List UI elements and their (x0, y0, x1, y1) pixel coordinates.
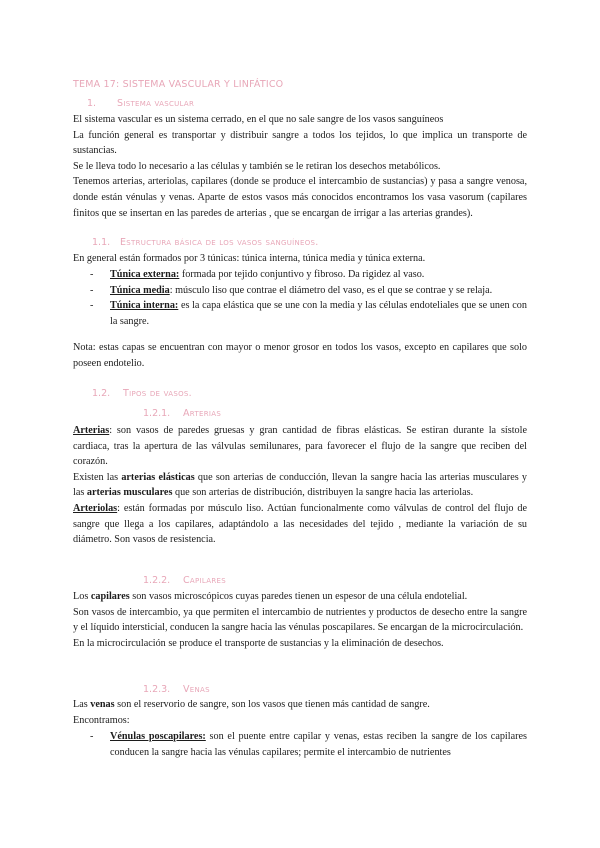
term: Arterias (73, 425, 110, 436)
paragraph: En general están formados por 3 túnicas: túnica interna, túnica media y túnica externa. (73, 253, 426, 264)
paragraph: La función general es transportar y distribuir sangre a todos los tejidos, lo que implica un transporte de sustancias. (73, 129, 527, 157)
paragraph: Tenemos arterias, arteriolas, capilares (donde se produce el intercambio de sustancias) y pasa a sangre venosa, donde están vénulas y venas. Aparte de estos vasos más conocidos encontramos los vasa vasorum (capilares finitos que se insertan en las paredes de arterias , que se encargan de irrigar a las arterias grandes). (73, 176, 527, 219)
section-title: Sistema vascular (117, 98, 195, 109)
section-title: Venas (183, 684, 210, 695)
paragraph-text: son el reservorio de sangre, son los vasos que tienen más cantidad de sangre. (114, 699, 430, 710)
section-number: 1.2.3. (143, 684, 171, 695)
paragraph-text: que son arterias de distribución, distribuyen la sangre hacia las arteriolas. (172, 487, 474, 499)
paragraph: Son vasos de intercambio, ya que permiten el intercambio de nutrientes y productos de desecho entre la sangre y el líquido intersticial, conducen la sangre hacia las vénulas poscapilares. Se encargan de la microcirculación. (73, 606, 527, 634)
venas-list (73, 729, 527, 760)
term: capilares (90, 591, 130, 602)
paragraph-text: : están formadas por músculo liso. Actúan funcionalmente como válvulas de control del flujo de sangre que llega a los capilares, adaptándolo a las necesidades del tejido , mediante la variación de su diámetro. Son vasos de resistencia. (73, 502, 527, 546)
list-term: Vénulas poscapilares: (110, 731, 206, 742)
section-1-2-1-body (73, 423, 527, 548)
list-bullet: - (90, 284, 94, 296)
paragraph: El sistema vascular es un sistema cerrado, en el que no sale sangre de los vasos sanguíneos (73, 114, 444, 125)
term: arterias musculares (86, 487, 173, 499)
page-title: TEMA 17: SISTEMA VASCULAR Y LINFÁTICO (73, 79, 284, 90)
section-title: Tipos de vasos. (123, 388, 192, 399)
section-title: Capilares (183, 575, 226, 586)
section-heading-1-2 (92, 386, 192, 402)
list-item (73, 267, 527, 283)
paragraph (73, 423, 527, 470)
paragraph (73, 697, 527, 713)
section-title: Arterias (183, 408, 222, 419)
section-number: 1.2.2. (143, 575, 171, 586)
paragraph-text: Los (73, 591, 91, 602)
term: Arteriolas (73, 502, 118, 514)
paragraph (73, 589, 527, 605)
paragraph (73, 470, 527, 501)
section-heading-1-2-3 (143, 682, 210, 698)
section-1-2-3-body (73, 697, 527, 728)
section-heading-1-1 (92, 235, 319, 251)
section-heading-1-2-2 (143, 573, 226, 589)
term: arterias elásticas (121, 471, 195, 483)
list-bullet: - (90, 731, 94, 742)
list-text: formada por tejido conjuntivo y fibroso. Da rigidez al vaso. (179, 269, 425, 280)
list-text: es la capa elástica que se une con la media y las células endoteliales que se unen con la sangre. (110, 300, 527, 327)
paragraph: Encontramos: (73, 714, 130, 726)
list-bullet: - (90, 300, 94, 312)
list-item (73, 298, 527, 329)
list-item (73, 283, 527, 299)
tunicas-list (73, 267, 527, 329)
paragraph (73, 501, 527, 548)
section-number: 1.2. (92, 388, 111, 399)
paragraph-text: son vasos microscópicos cuyas paredes tienen un espesor de una célula endotelial. (129, 591, 468, 602)
section-number: 1.2.1. (143, 408, 171, 419)
note (73, 340, 527, 371)
section-number: 1.1. (92, 237, 111, 248)
section-number: 1. (87, 98, 97, 109)
paragraph: Se le lleva todo lo necesario a las células y también se le retiran los desechos metabólicos. (73, 160, 441, 172)
list-term: Túnica interna: (110, 300, 179, 312)
term: venas (90, 699, 115, 710)
list-term: Túnica media (110, 284, 170, 296)
paragraph-text: : son vasos de paredes gruesas y gran cantidad de fibras elásticas. Se estiran durante la sístole cardiaca, tras la apertura de las válvulas semilunares, para favorecer el flujo de la sangre que reciben del corazón. (73, 425, 527, 468)
paragraph-text: Existen las (73, 471, 122, 483)
paragraph-text: que son arterias de conducción, llevan la sangre hacia las arterias musculares y las (73, 471, 527, 499)
section-title: Estructura básica de los vasos sanguíneos. (120, 237, 319, 248)
section-1-1-intro (73, 251, 527, 267)
section-1-2-2-body (73, 589, 527, 651)
list-item (73, 729, 527, 760)
section-1-body (73, 112, 527, 221)
paragraph: En la microcirculación se produce el transporte de sustancias y la eliminación de desechos. (73, 637, 444, 649)
list-bullet: - (90, 269, 94, 280)
section-heading-1-2-1 (143, 406, 221, 422)
section-heading-1 (87, 96, 194, 112)
paragraph-text: Las (73, 699, 91, 710)
note-text: Nota: estas capas se encuentran con mayor o menor grosor en todos los vasos, excepto en capilares que solo poseen endotelio. (73, 342, 527, 369)
list-text: : músculo liso que contrae el diámetro del vaso, es el que se contrae y se relaja. (169, 284, 493, 296)
list-text: son el puente entre capilar y venas, estas reciben la sangre de los capilares conducen la sangre hacia las vénulas capilares; permite el intercambio de nutrientes (110, 731, 527, 758)
list-term: Túnica externa: (110, 269, 180, 280)
